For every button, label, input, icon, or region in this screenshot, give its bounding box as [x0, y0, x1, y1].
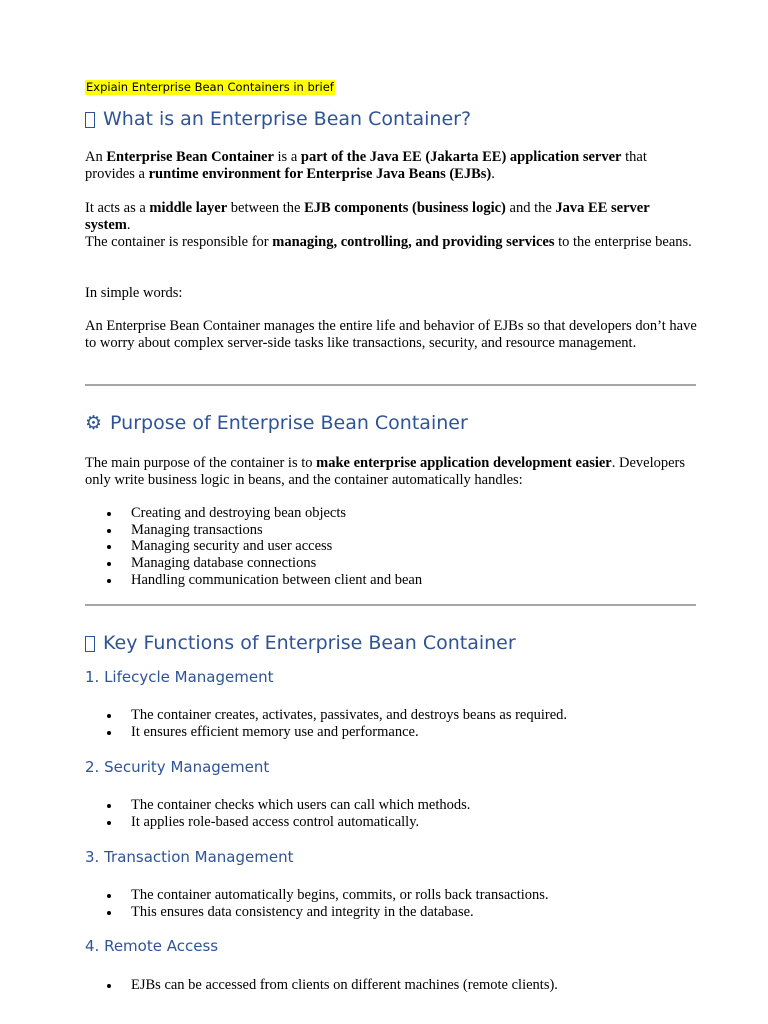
purpose-list: [85, 505, 697, 588]
list-item: Managing database connections: [85, 555, 697, 572]
heading-key-functions: Key Functions of Enterprise Bean Container: [85, 631, 516, 655]
subheading-security: 2. Security Management: [85, 758, 270, 776]
list-item: This ensures data consistency and integrity in the database.: [85, 904, 697, 921]
missing-glyph-icon: [85, 636, 95, 652]
horizontal-rule: [85, 604, 696, 606]
list-item: The container creates, activates, passivates, and destroys beans as required.: [85, 707, 697, 724]
list-item: Managing transactions: [85, 522, 697, 539]
paragraph-definition: An Enterprise Bean Container is a part of the Java EE (Jakarta EE) application server that provides a runtime environment for Enterprise Java Beans (EJBs).: [85, 149, 647, 182]
paragraph-summary: An Enterprise Bean Container manages the entire life and behavior of EJBs so that developers don’t have to worry about complex server-side tasks like transactions, security, and resource management.: [85, 318, 697, 351]
paragraph-middle-layer: It acts as a middle layer between the EJB components (business logic) and the Java EE server system.: [85, 200, 650, 233]
gear-icon: ⚙: [85, 412, 103, 434]
subheading-remote-access: 4. Remote Access: [85, 937, 219, 955]
list-item: Creating and destroying bean objects: [85, 505, 697, 522]
list-item: It applies role-based access control automatically.: [85, 814, 697, 831]
list-item: It ensures efficient memory use and performance.: [85, 724, 697, 741]
list-item: Handling communication between client and bean: [85, 572, 697, 589]
list-item: Managing security and user access: [85, 538, 697, 555]
security-list: [85, 797, 697, 830]
list-item: The container automatically begins, commits, or rolls back transactions.: [85, 887, 697, 904]
remote-access-list: [85, 977, 697, 994]
missing-glyph-icon: [85, 112, 95, 128]
lifecycle-list: [85, 707, 697, 740]
paragraph-purpose: The main purpose of the container is to make enterprise application development easier. Developers only write business logic in beans, and the container automatically handles:: [85, 455, 686, 488]
heading-what-is: What is an Enterprise Bean Container?: [85, 107, 471, 131]
transaction-list: [85, 887, 697, 920]
horizontal-rule: [85, 384, 696, 386]
subheading-lifecycle: 1. Lifecycle Management: [85, 668, 274, 686]
paragraph-simple-words: In simple words:: [85, 285, 183, 301]
paragraph-responsible: The container is responsible for managing, controlling, and providing services to the enterprise beans.: [85, 234, 692, 250]
list-item: EJBs can be accessed from clients on different machines (remote clients).: [85, 977, 697, 994]
highlighted-question: Expiain Enterprise Bean Containers in brief: [86, 80, 334, 94]
subheading-transaction: 3. Transaction Management: [85, 848, 294, 866]
heading-purpose: ⚙ Purpose of Enterprise Bean Container: [85, 412, 468, 434]
list-item: The container checks which users can call which methods.: [85, 797, 697, 814]
